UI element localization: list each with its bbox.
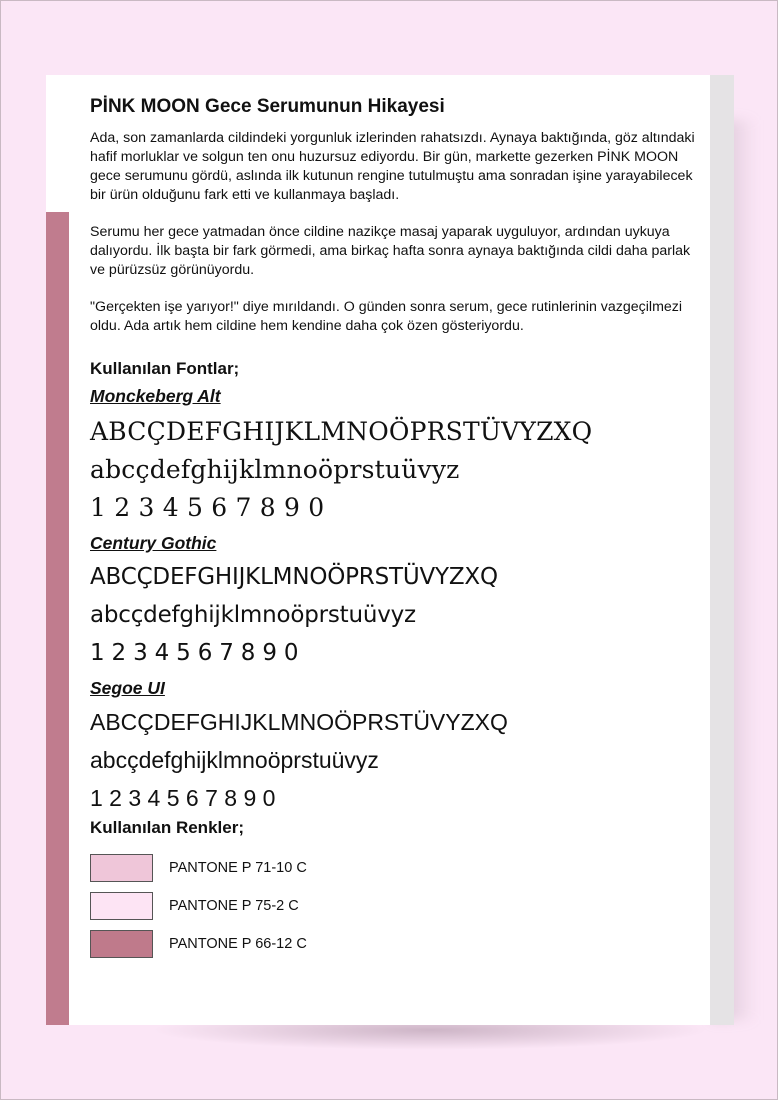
color-swatch [90, 892, 153, 920]
fonts-heading: Kullanılan Fontlar; [90, 359, 240, 378]
page-edge-strip [710, 75, 734, 1025]
font-sample-uppercase: ABCÇDEFGHIJKLMNOÖPRSTÜVYZXQ [90, 564, 498, 590]
font-sample-lowercase: abcçdefghijklmnoöprstuüvyz [90, 455, 460, 484]
color-swatch-row [90, 853, 706, 883]
color-swatch-label: PANTONE P 71-10 C [169, 860, 307, 876]
color-swatch-label: PANTONE P 75-2 C [169, 898, 299, 914]
page-content [90, 95, 706, 967]
font-name: Segoe UI [90, 678, 165, 698]
color-swatch-list [90, 853, 706, 959]
story-paragraph-3: "Gerçekten işe yarıyor!" diye mırıldandı. O günden sonra serum, gece rutinlerinin vazgeçilmezi oldu. Ada artık hem cildine hem kendine daha çok özen gösteriyordu. [90, 299, 683, 334]
font-name: Monckeberg Alt [90, 386, 221, 406]
font-sample-lowercase: abcçdefghijklmnoöprstuüvyz [90, 747, 379, 773]
color-swatch [90, 854, 153, 882]
color-swatch-row [90, 929, 706, 959]
colors-heading: Kullanılan Renkler; [90, 818, 244, 837]
font-specimen-century-gothic [90, 532, 706, 672]
font-sample-uppercase: ABCÇDEFGHIJKLMNOÖPRSTÜVYZXQ [90, 709, 508, 735]
font-sample-uppercase: ABCÇDEFGHIJKLMNOÖPRSTÜVYZXQ [90, 417, 593, 446]
font-sample-digits: 1 2 3 4 5 6 7 8 9 0 [90, 785, 276, 811]
font-name: Century Gothic [90, 533, 217, 553]
color-swatch [90, 930, 153, 958]
font-sample-digits: 1 2 3 4 5 6 7 8 9 0 [90, 640, 299, 666]
color-swatch-row [90, 891, 706, 921]
story-paragraph-2: Serumu her gece yatmadan önce cildine nazikçe masaj yaparak uyguluyor, ardından uykuya dalıyordu. İlk başta bir fark görmedi, ama birkaç hafta sonra aynaya baktığında cildi daha parlak ve pürüzsüz görünüyordu. [90, 224, 691, 278]
story-title: PİNK MOON Gece Serumunun Hikayesi [90, 96, 445, 117]
color-swatch-label: PANTONE P 66-12 C [169, 936, 307, 952]
accent-bar [46, 212, 69, 1025]
font-specimen-segoe-ui [90, 677, 706, 817]
font-sample-digits: 1 2 3 4 5 6 7 8 9 0 [90, 493, 325, 522]
story-paragraph-1: Ada, son zamanlarda cildindeki yorgunluk izlerinden rahatsızdı. Aynaya baktığında, göz altındaki hafif morluklar ve solgun ten onu huzursuz ediyordu. Bir gün, markette gezerken PİNK MOON gece serumunu gördü, aslında ilk kutunun rengine tutulmuştu ama sonradan işine yarayabilecek bir ürün olduğunu fark etti ve kullanmaya başladı. [90, 130, 695, 203]
document-page [46, 75, 734, 1025]
font-sample-lowercase: abcçdefghijklmnoöprstuüvyz [90, 602, 416, 628]
font-specimen-monckeberg [90, 385, 706, 527]
